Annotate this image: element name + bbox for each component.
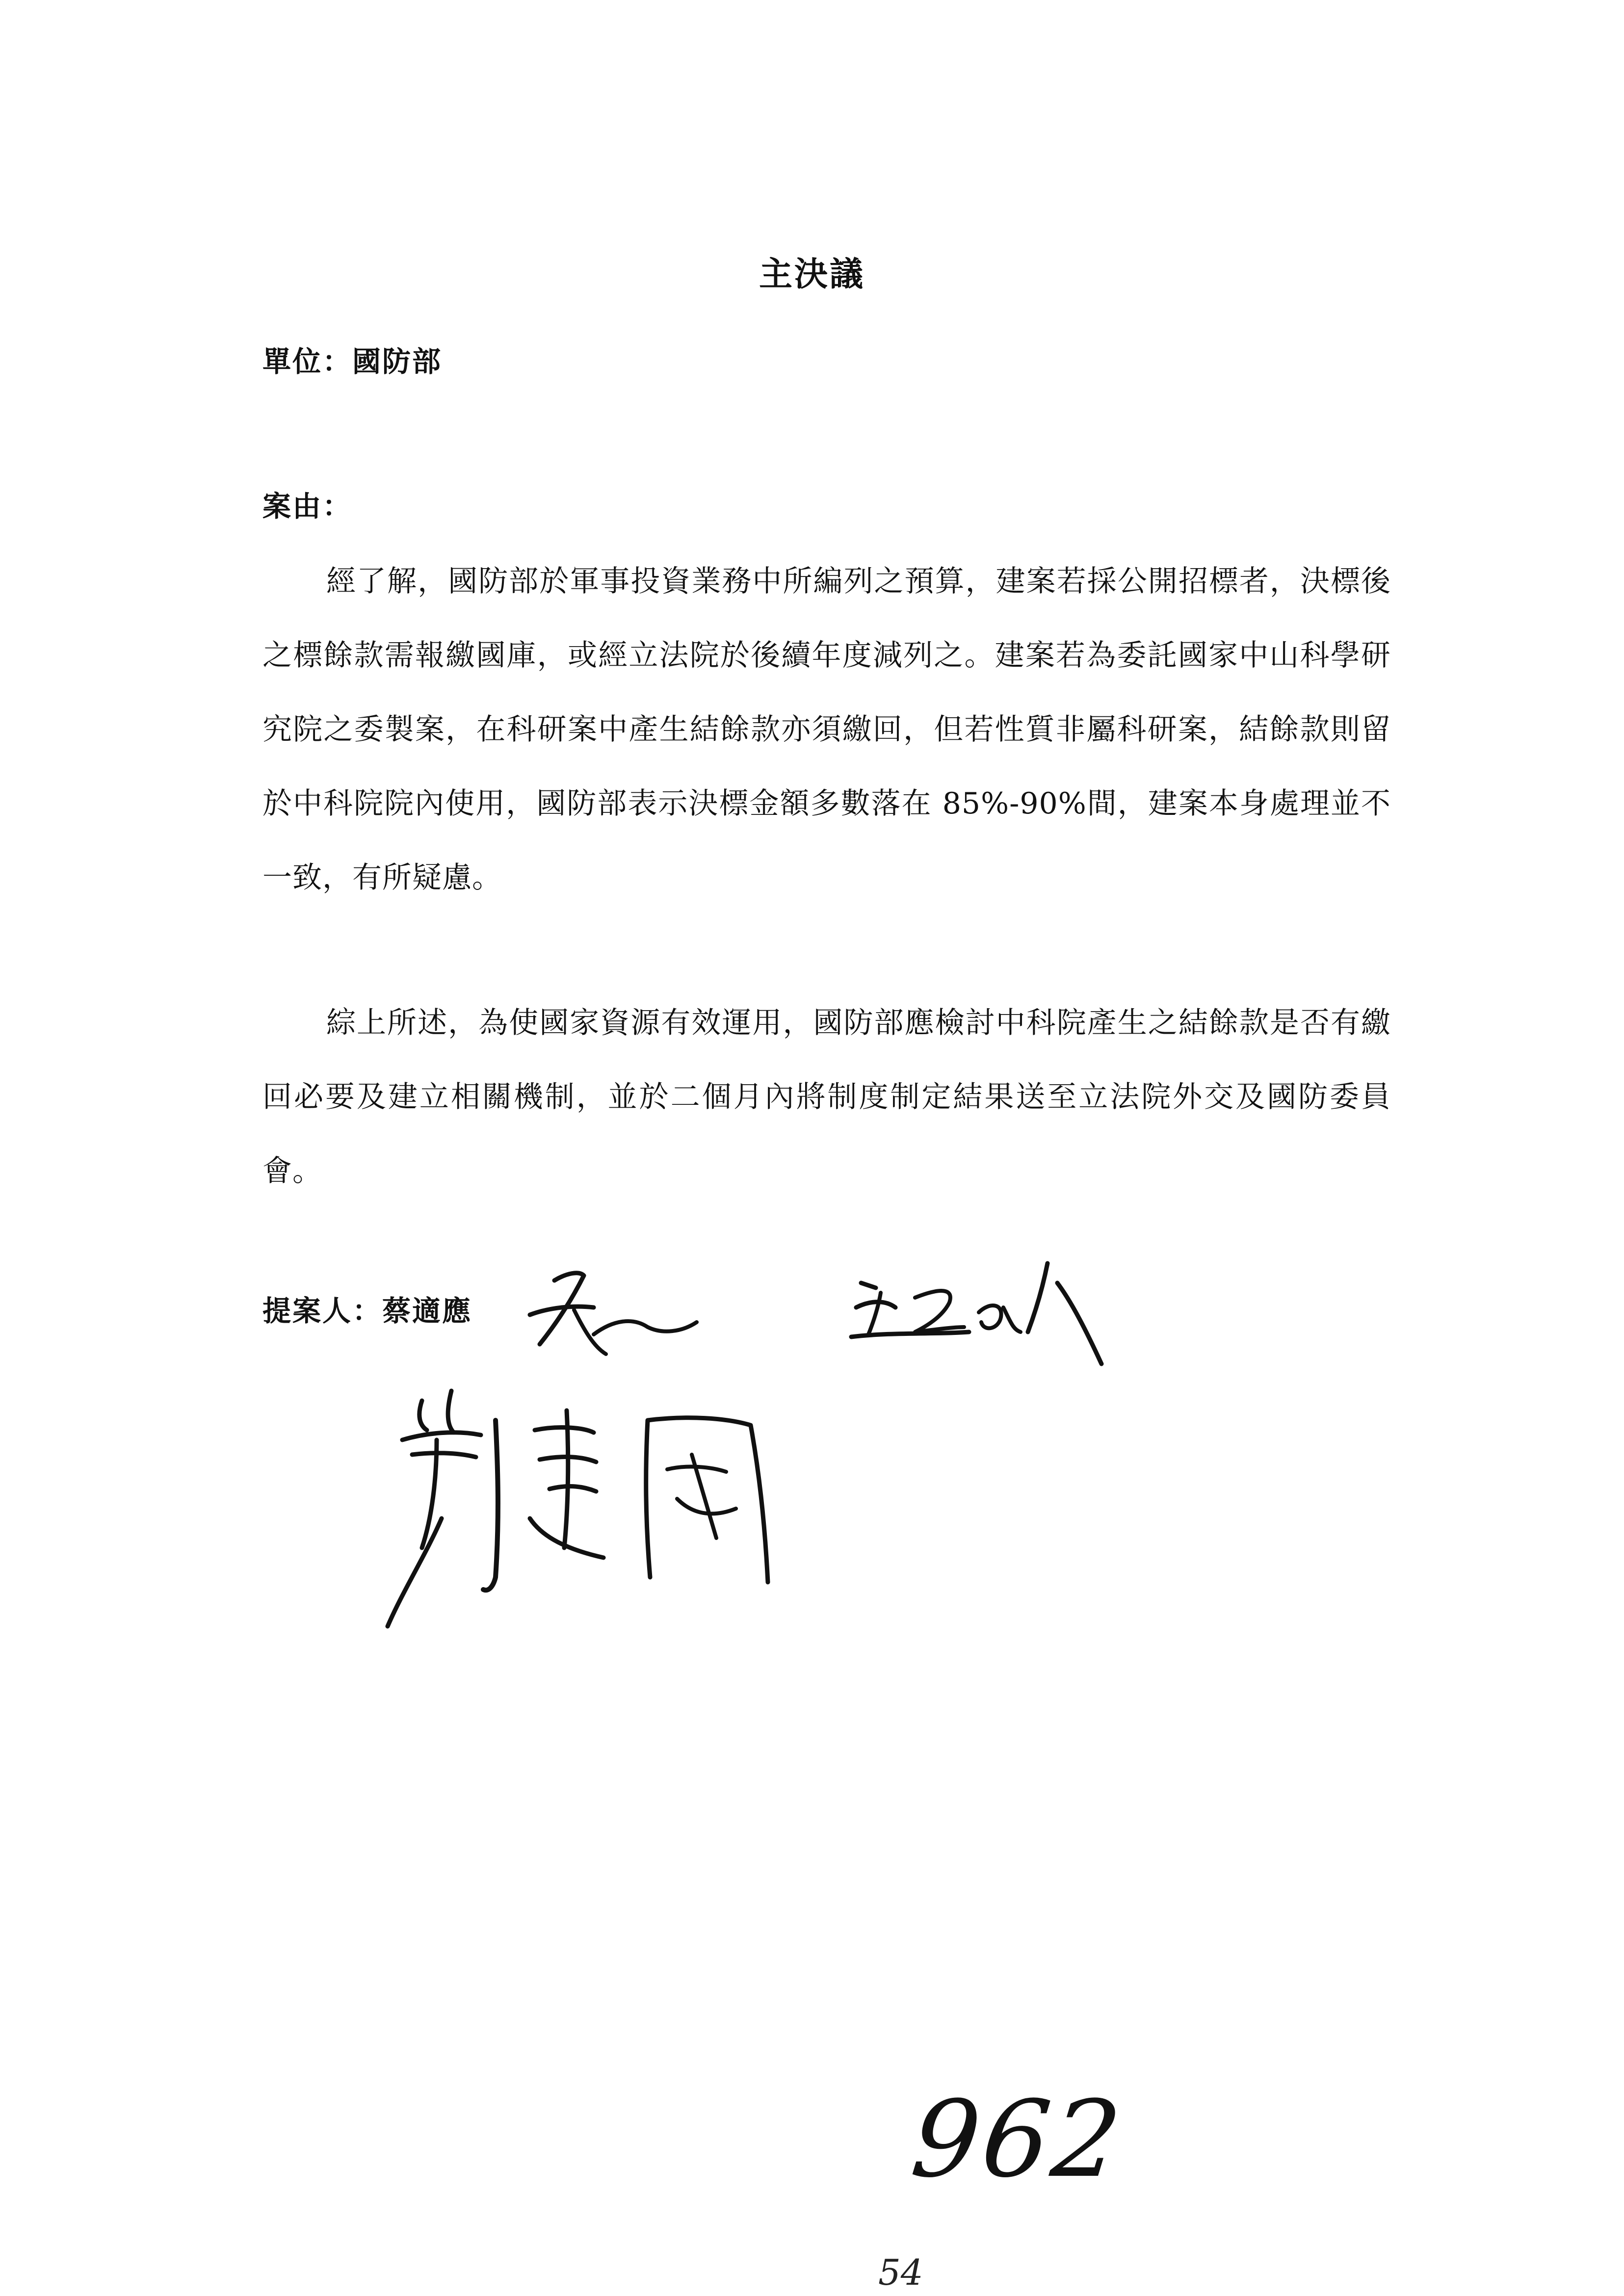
signature-1 [520,1261,707,1359]
reason-paragraph-2: 綜上所述，為使國家資源有效運用，國防部應檢討中科院產生之結餘款是否有繳回必要及建立相關機制，並於二個月內將制度制定結果送至立法院外交及國防委員會。 [262,1006,1391,1188]
reason-label: 案由： [262,490,353,523]
page-title: 主決議 [759,255,865,294]
page-number: 962 [906,2078,1129,2201]
signature-2 [841,1253,1116,1381]
unit-line: 單位：國防部 [262,345,443,378]
signature-3 [373,1371,795,1631]
sub-number: 54 [878,2252,923,2293]
reason-paragraph-1: 經了解，國防部於軍事投資業務中所編列之預算，建案若採公開招標者，決標後之標餘款需報繳國庫，或經立法院於後續年度減列之。建案若為委託國家中山科學研究院之委製案，在科研案中產生結餘款亦須繳回，但若性質非屬科研案，結餘款則留於中科院院內使用，國防部表示決標金額多數落在 85%-90%間，建案本身處理並不一致，有所疑慮。 [262,564,1391,895]
proposer-label: 提案人：蔡適應 [262,1294,472,1328]
